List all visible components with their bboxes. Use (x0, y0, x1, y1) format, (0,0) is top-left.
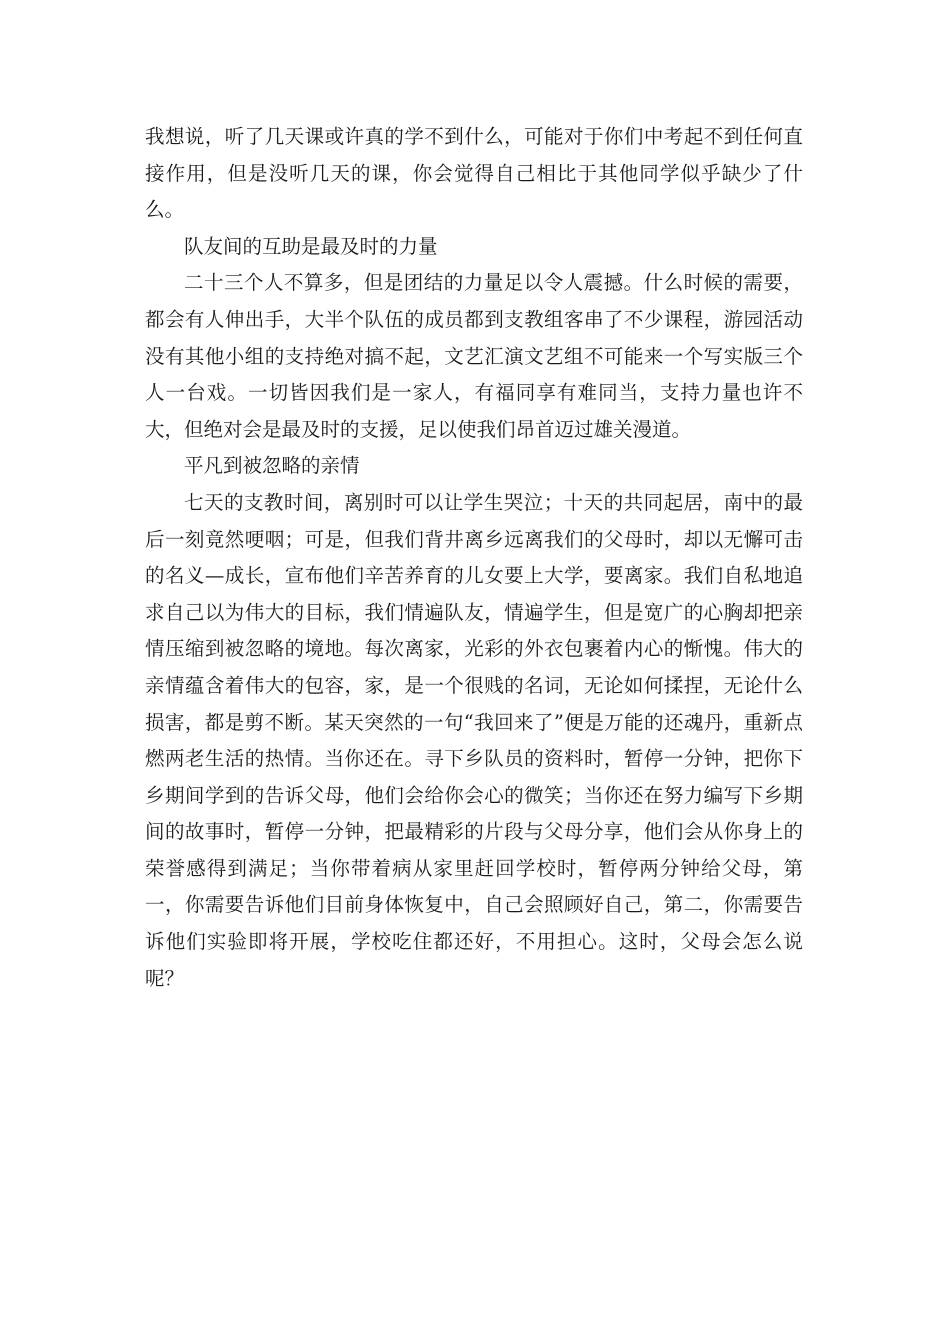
paragraph-opening: 我想说，听了几天课或许真的学不到什么，可能对于你们中考起不到任何直接作用，但是没听几天的课，你会觉得自己相比于其他同学似乎缺少了什么。 (145, 125, 803, 222)
paragraph-teammates: 二十三个人不算多，但是团结的力量足以令人震撼。什么时候的需要，都会有人伸出手，大半个队伍的成员都到支教组客串了不少课程，游园活动没有其他小组的支持绝对搞不起，文艺汇演文艺组不可能来一个写实版三个人一台戏。一切皆因我们是一家人，有福同享有难同当，支持力量也许不大，但绝对会是最及时的支援，足以使我们昂首迈过雄关漫道。 (145, 271, 803, 441)
section-heading-teammates: 队友间的互助是最及时的力量 (184, 234, 438, 258)
document-body (145, 119, 803, 997)
section-heading-family: 平凡到被忽略的亲情 (184, 454, 360, 478)
paragraph-family: 七天的支教时间，离别时可以让学生哭泣；十天的共同起居，南中的最后一刻竟然哽咽；可是，但我们背井离乡远离我们的父母时，却以无懈可击的名义—成长，宣布他们辛苦养育的儿女要上大学，要离家。我们自私地追求自己以为伟大的目标，我们情遍队友，情遍学生，但是宽广的心胸却把亲情压缩到被忽略的境地。每次离家，光彩的外衣包裹着内心的惭愧。伟大的亲情蕴含着伟大的包容，家，是一个很贱的名词，无论如何揉捏，无论什么损害，都是剪不断。某天突然的一句“我回来了”便是万能的还魂丹，重新点燃两老生活的热情。当你还在。寻下乡队员的资料时，暂停一分钟，把你下乡期间学到的告诉父母，他们会给你会心的微笑；当你还在努力编写下乡期间的故事时，暂停一分钟，把最精彩的片段与父母分享，他们会从你身上的荣誉感得到满足；当你带着病从家里赶回学校时，暂停两分钟给父母，第一，你需要告诉他们目前身体恢复中，自己会照顾好自己，第二，你需要告诉他们实验即将开展，学校吃住都还好，不用担心。这时，父母会怎么说呢？ (145, 490, 803, 990)
